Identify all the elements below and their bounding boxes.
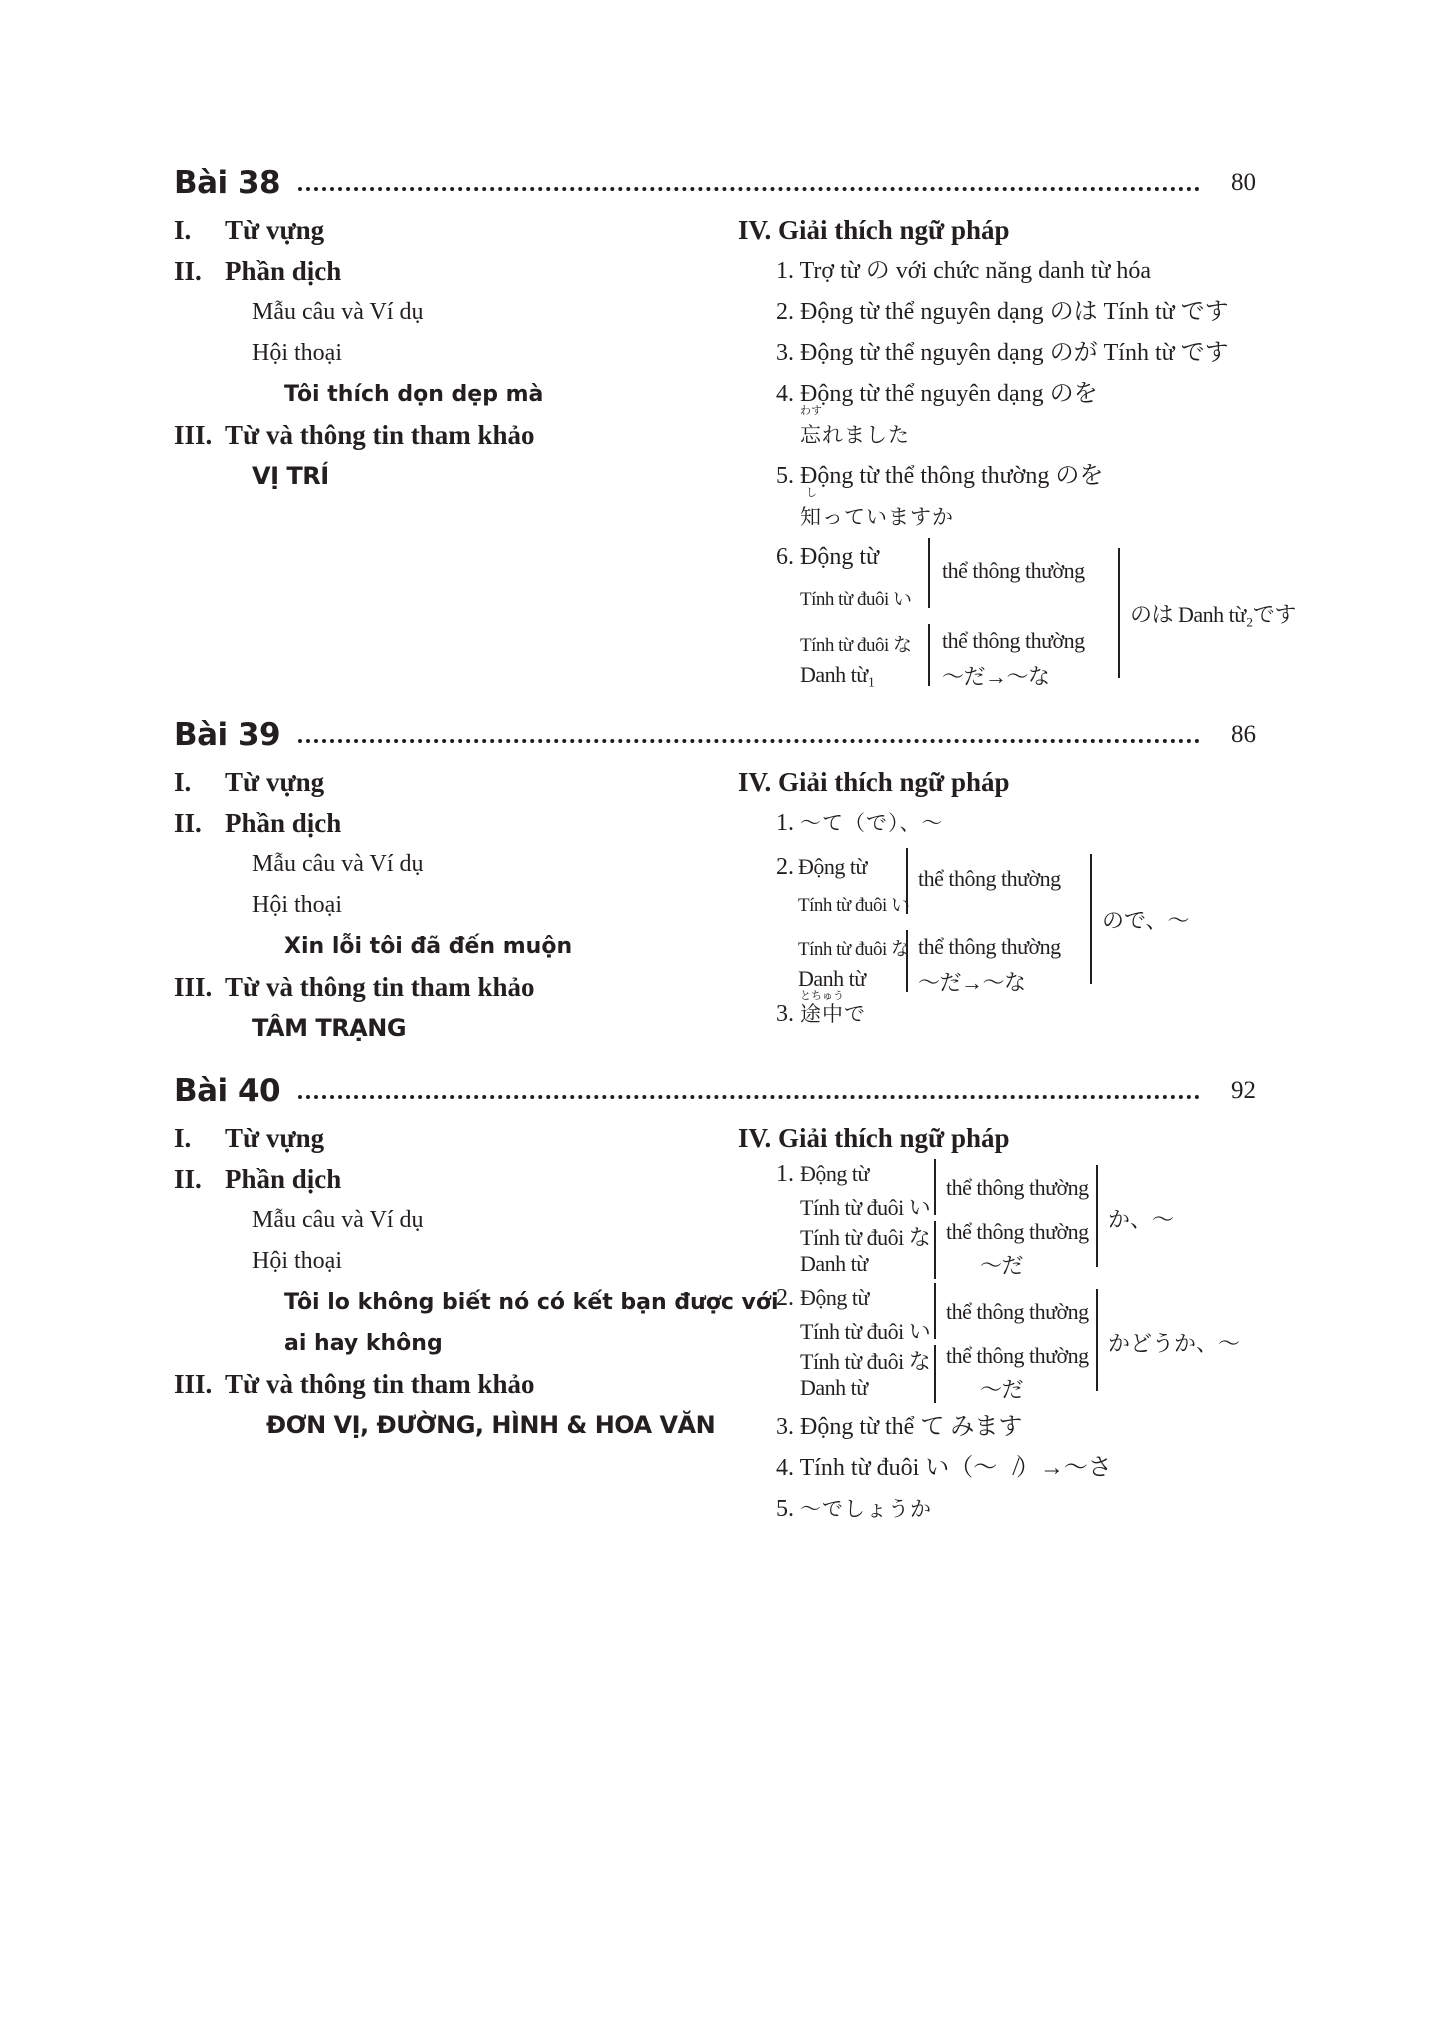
- section-label: Từ vựng: [225, 1123, 325, 1153]
- section-reference: [174, 415, 734, 456]
- item-number: 3.: [776, 340, 794, 366]
- section-number: II.: [174, 808, 202, 838]
- brace-right: [1118, 548, 1120, 678]
- dialogue-title: Tôi lo không biết nó có kết bạn được với: [284, 1290, 779, 1315]
- item-text: Động từ thể nguyên dạng のは Tính từ です: [800, 299, 1229, 325]
- brace-label: Động từ: [800, 544, 880, 570]
- grammar-item: [738, 989, 1258, 1035]
- brace-middle: thể thông thường: [942, 628, 1085, 653]
- lesson-title: Bài 38: [174, 165, 281, 201]
- brace-left-top: [934, 1283, 936, 1339]
- lesson-header: [174, 1068, 1256, 1114]
- furigana: とちゅう: [800, 989, 844, 1002]
- brace-right: [1090, 854, 1092, 984]
- leader-dots: [298, 1095, 1200, 1099]
- lesson-header: [174, 712, 1256, 758]
- sub-item-conversation: Hội thoại: [252, 340, 342, 366]
- section-grammar: IV. Giải thích ngữ pháp: [738, 767, 1010, 797]
- furigana: し: [806, 486, 817, 499]
- brace-label: Tính từ đuôi い: [800, 1319, 931, 1344]
- item-number: 2.: [776, 1285, 794, 1311]
- lesson-40: [174, 1068, 1256, 1522]
- page-number: 86: [1231, 721, 1256, 748]
- brace-left-bottom: [928, 624, 930, 686]
- right-column: [738, 1118, 1258, 1530]
- brace-middle: thể thông thường: [942, 558, 1085, 583]
- brace-label: Động từ: [800, 1161, 869, 1186]
- dialogue-title: Tôi thích dọn dẹp mà: [284, 382, 544, 407]
- lesson-title: Bài 39: [174, 717, 281, 753]
- left-column: [174, 210, 734, 497]
- brace-label: Tính từ đuôi い: [800, 1195, 931, 1220]
- item-number: 5.: [776, 463, 794, 489]
- item-number: 4.: [776, 1455, 794, 1481]
- section-label: Từ và thông tin tham khảo: [225, 1369, 535, 1399]
- reference-topic: TÂM TRẠNG: [252, 1014, 407, 1042]
- grammar-item: [738, 333, 1258, 374]
- grammar-item: [738, 1407, 1258, 1448]
- section-number: II.: [174, 1164, 202, 1194]
- grammar-item: [738, 803, 1258, 844]
- section-label: Từ vựng: [225, 215, 325, 245]
- section-translation: [174, 803, 734, 844]
- page-number: 80: [1231, 169, 1256, 196]
- brace-left-bottom: [934, 1345, 936, 1403]
- section-grammar: IV. Giải thích ngữ pháp: [738, 1123, 1010, 1153]
- brace-result: かどうか、～: [1108, 1331, 1241, 1356]
- item-text: ～て（で）、～: [800, 811, 944, 835]
- grammar-item: [738, 251, 1258, 292]
- section-vocabulary: [174, 1118, 734, 1159]
- brace-label: Tính từ đuôi な: [800, 1349, 931, 1374]
- section-number: I.: [174, 1123, 192, 1153]
- section-number: II.: [174, 256, 202, 286]
- sub-item-sentence-patterns: Mẫu câu và Ví dụ: [252, 299, 424, 325]
- brace-right: [1096, 1165, 1098, 1267]
- left-column: [174, 762, 734, 1049]
- furigana: わす: [800, 404, 822, 417]
- item-text: Động từ thể て みます: [800, 1414, 1023, 1440]
- item-text: Động từ thể thông thường のを: [800, 463, 1104, 489]
- item-number: 5.: [776, 1496, 794, 1522]
- brace-label: Tính từ đuôi い: [798, 895, 910, 916]
- item-number: 1.: [776, 810, 794, 836]
- dialogue-title-continuation: ai hay không: [284, 1331, 443, 1356]
- brace-label: Tính từ đuôi な: [800, 635, 912, 656]
- right-column: [738, 210, 1296, 689]
- item-text: Động từ thể nguyên dạng のを: [800, 381, 1098, 407]
- section-reference: [174, 1364, 734, 1405]
- item-number: 2.: [776, 854, 794, 880]
- section-number: I.: [174, 215, 192, 245]
- brace-left-top: [928, 538, 930, 608]
- brace-label: Động từ: [800, 1285, 869, 1310]
- section-label: Phần dịch: [225, 1164, 342, 1194]
- page-number: 92: [1231, 1077, 1256, 1104]
- right-column: [738, 762, 1258, 1035]
- sub-item-sentence-patterns: Mẫu câu và Ví dụ: [252, 1207, 424, 1233]
- item-number: 1.: [776, 258, 794, 284]
- section-reference: [174, 967, 734, 1008]
- section-translation: [174, 251, 734, 292]
- item-number: 3.: [776, 1001, 794, 1027]
- brace-left-top: [906, 848, 908, 914]
- brace-middle: ～だ→～な: [942, 664, 1050, 689]
- section-number: III.: [174, 972, 213, 1002]
- brace-middle: thể thông thường: [946, 1299, 1089, 1324]
- sub-item-sentence-patterns: Mẫu câu và Ví dụ: [252, 851, 424, 877]
- section-number: III.: [174, 420, 213, 450]
- brace-result: か、～: [1108, 1207, 1175, 1232]
- grammar-item-continuation: [738, 404, 1258, 456]
- reference-topic: ĐƠN VỊ, ĐƯỜNG, HÌNH & HOA VĂN: [266, 1411, 716, 1439]
- brace-middle: thể thông thường: [946, 1175, 1089, 1200]
- grammar-item-brace: [738, 538, 1296, 689]
- brace-middle: ～だ→～な: [918, 970, 1026, 995]
- item-text: Động từ thể nguyên dạng のが Tính từ です: [800, 340, 1229, 366]
- brace-middle: thể thông thường: [946, 1343, 1089, 1368]
- brace-label: Tính từ đuôi な: [800, 1225, 931, 1250]
- brace-middle: ～だ: [980, 1377, 1024, 1402]
- brace-middle: thể thông thường: [946, 1219, 1089, 1244]
- grammar-item-brace: [738, 1283, 1258, 1407]
- brace-left-top: [934, 1159, 936, 1215]
- dialogue-title: Xin lỗi tôi đã đến muộn: [284, 934, 573, 959]
- grammar-item: [738, 292, 1258, 333]
- lesson-header: [174, 160, 1256, 206]
- item-number: 4.: [776, 381, 794, 407]
- leader-dots: [298, 187, 1200, 191]
- grammar-item-brace: [738, 1159, 1258, 1283]
- sub-item-conversation: Hội thoại: [252, 1248, 342, 1274]
- item-text: Tính từ đuôi い（～い̸）→～さ: [799, 1455, 1112, 1481]
- brace-label: Danh từ: [798, 966, 866, 991]
- brace-label: Tính từ đuôi な: [798, 939, 910, 960]
- brace-result: のは Danh từ₂です: [1130, 602, 1296, 627]
- left-column: [174, 1118, 779, 1446]
- section-label: Từ và thông tin tham khảo: [225, 972, 535, 1002]
- section-grammar: IV. Giải thích ngữ pháp: [738, 215, 1010, 245]
- grammar-item: [738, 1489, 1258, 1530]
- brace-middle: thể thông thường: [918, 934, 1061, 959]
- section-label: Phần dịch: [225, 256, 342, 286]
- brace-right: [1096, 1289, 1098, 1391]
- item-number: 2.: [776, 299, 794, 325]
- grammar-item-continuation: [738, 486, 1258, 538]
- item-text: 途中で: [800, 1002, 866, 1026]
- section-vocabulary: [174, 210, 734, 251]
- brace-label: Danh từ₁: [800, 662, 875, 687]
- leader-dots: [298, 739, 1200, 743]
- grammar-item: [738, 1448, 1258, 1489]
- section-label: Từ vựng: [225, 767, 325, 797]
- lesson-title: Bài 40: [174, 1073, 281, 1109]
- section-vocabulary: [174, 762, 734, 803]
- japanese-text: 忘れました: [800, 423, 910, 447]
- item-text: ～でしょうか: [800, 1497, 932, 1521]
- section-label: Từ và thông tin tham khảo: [225, 420, 535, 450]
- section-translation: [174, 1159, 734, 1200]
- brace-middle: thể thông thường: [918, 866, 1061, 891]
- sub-item-conversation: Hội thoại: [252, 892, 342, 918]
- brace-middle: ～だ: [980, 1253, 1024, 1278]
- brace-left-bottom: [934, 1221, 936, 1279]
- brace-label: Tính từ đuôi い: [800, 589, 912, 610]
- section-number: III.: [174, 1369, 213, 1399]
- brace-label: Danh từ: [800, 1375, 868, 1400]
- japanese-text: 知っていますか: [800, 505, 954, 529]
- brace-left-bottom: [906, 930, 908, 992]
- item-number: 3.: [776, 1414, 794, 1440]
- section-label: Phần dịch: [225, 808, 342, 838]
- item-text: Trợ từ の với chức năng danh từ hóa: [799, 258, 1152, 284]
- item-number: 6.: [776, 544, 794, 570]
- lesson-39: [174, 712, 1256, 1042]
- item-number: 1.: [776, 1161, 794, 1187]
- brace-label: Danh từ: [800, 1251, 868, 1276]
- lesson-38: [174, 160, 1296, 689]
- brace-label: Động từ: [798, 854, 867, 879]
- section-number: I.: [174, 767, 192, 797]
- brace-result: ので、～: [1102, 908, 1190, 933]
- reference-topic: VỊ TRÍ: [252, 462, 329, 490]
- grammar-item-brace: [738, 844, 1258, 994]
